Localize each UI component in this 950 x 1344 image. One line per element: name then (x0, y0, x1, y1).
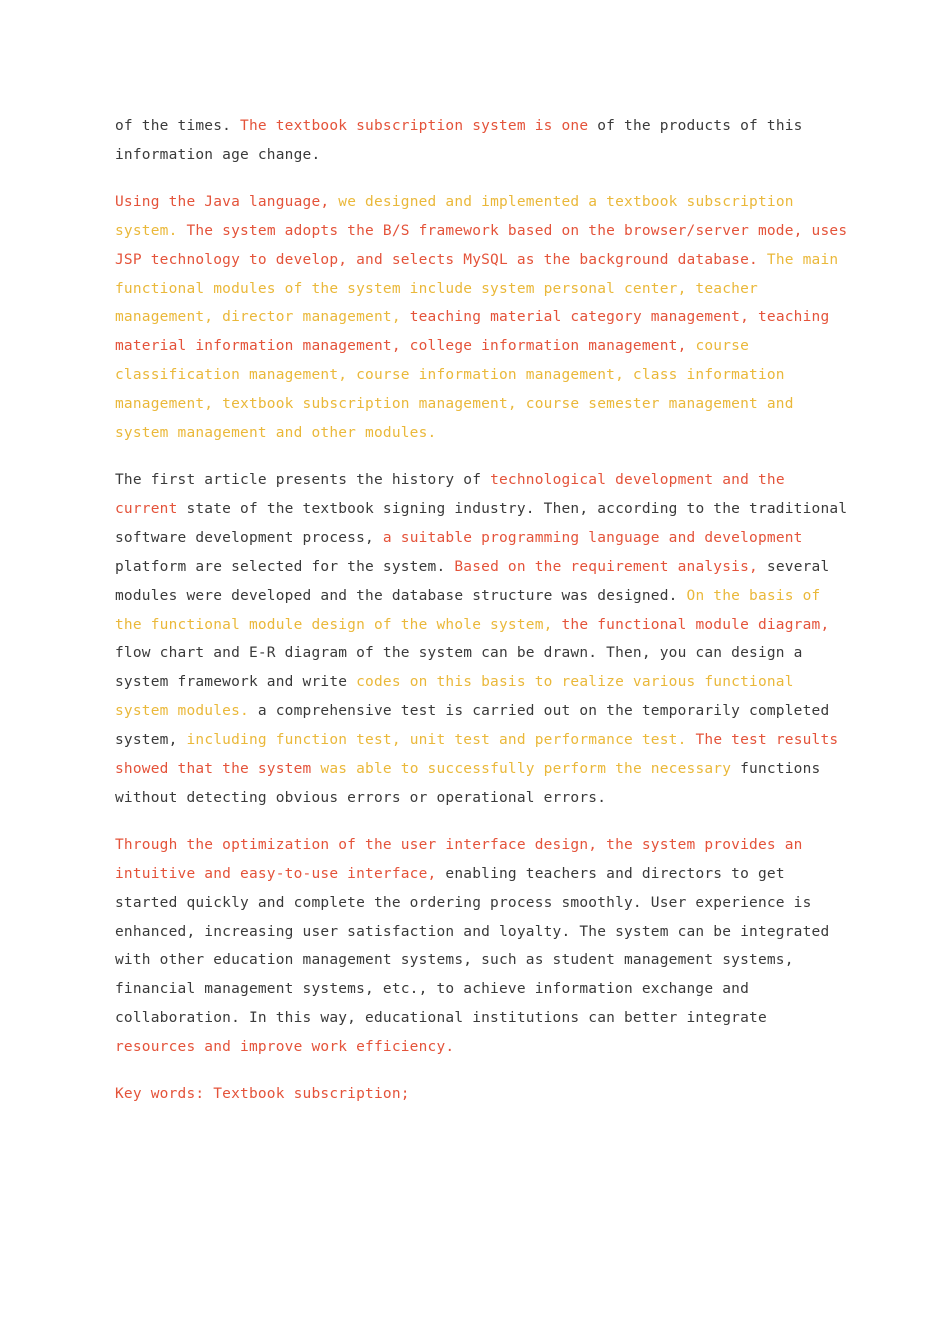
text-segment: technological development and the current (115, 471, 785, 517)
text-segment: codes on this basis to realize various functional system modules. (115, 674, 794, 720)
text-segment: was able to successfully perform the necessary (311, 761, 732, 778)
text-segment: resources and improve work efficiency. (115, 1039, 455, 1056)
text-segment: Through the optimization of the user interface design, the system provides an intuitive and easy-to-use interface, (115, 836, 803, 882)
text-segment: state of the textbook signing industry. Then, according to the traditional software development process, (115, 500, 848, 546)
text-segment: teaching material category management, teaching material information management, college information management, (115, 309, 830, 355)
text-segment: course classification management, course information management, class information management, textbook subscription management, course semester management and system management and other modules. (115, 338, 794, 442)
text-segment: The main functional modules of the system include system personal center, teacher management, director management, (115, 251, 839, 326)
text-segment: of the times. (115, 118, 241, 134)
text-segment: Using the Java language, (115, 193, 330, 210)
text-segment: The system adopts the B/S framework based on the browser/server mode, uses JSP technology to develop, and selects MySQL as the background database. (115, 222, 848, 268)
text-segment: we designed and implemented a textbook subscription system. (115, 193, 794, 239)
text-segment: On the basis of the functional module design of the whole system, (115, 587, 821, 633)
text-segment: a comprehensive test is carried out on the temporarily completed system, (115, 703, 830, 749)
text-segment: including function test, unit test and performance test. (186, 732, 687, 749)
paragraph-2 (115, 188, 855, 448)
text-segment: a suitable programming language and development (382, 529, 803, 546)
text-segment: enabling teachers and directors to get started quickly and complete the ordering process smoothly. User experience is enhanced, increasing user satisfaction and loyalty. The system can be integrated with other education management systems, such as student management systems, financial management systems, etc., to achieve information exchange and collaboration. In this way, educational institutions can better integrate (115, 865, 830, 1027)
text-segment: several modules were developed and the database structure was designed. (115, 558, 830, 604)
body-paragraphs (115, 112, 855, 1062)
text-segment: the functional module diagram, (552, 616, 830, 633)
paragraph-3 (115, 466, 855, 813)
text-segment: platform are selected for the system. (115, 558, 455, 575)
text-segment: of the products of this information age change. (115, 118, 803, 163)
text-segment: The first article presents the history of (115, 471, 491, 488)
text-segment: Based on the requirement analysis, (454, 558, 758, 575)
keywords-line: Key words: Textbook subscription; (115, 1086, 410, 1103)
document-page (115, 112, 855, 1109)
paragraph-4 (115, 831, 855, 1062)
paragraph-1 (115, 112, 855, 170)
text-segment: functions without detecting obvious errors or operational errors. (115, 761, 821, 806)
text-segment: flow chart and E-R diagram of the system can be drawn. Then, you can design a system framework and write (115, 645, 803, 691)
text-segment: The test results showed that the system (115, 732, 839, 778)
text-segment: The textbook subscription system is one (240, 118, 589, 134)
